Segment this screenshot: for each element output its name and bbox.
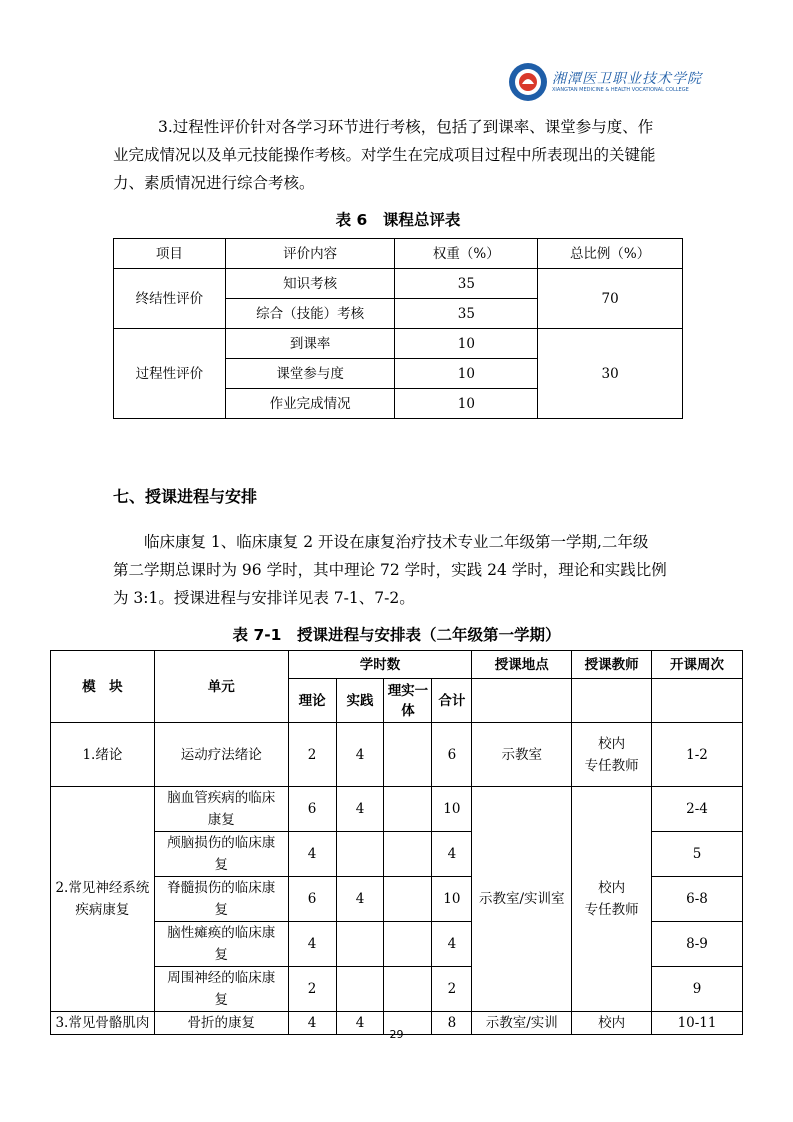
intro-line-1: 3.过程性评价针对各学习环节进行考核，包括了到课率、课堂参与度、作 — [158, 118, 654, 136]
teacher-cell — [572, 787, 652, 1012]
practice-cell: 4 — [336, 723, 384, 787]
weight-cell: 10 — [395, 329, 538, 359]
header-location: 授课地点 — [472, 651, 572, 679]
table-row — [114, 269, 683, 299]
intro-line-2: 业完成情况以及单元技能操作考核。对学生在完成项目过程中所表现出的关键能 — [113, 146, 656, 164]
section7-paragraph — [113, 528, 683, 612]
weight-cell: 10 — [395, 359, 538, 389]
practice-cell: 4 — [336, 877, 384, 922]
teacher-cell — [572, 723, 652, 787]
intro-paragraph — [113, 113, 683, 197]
content-cell: 到课率 — [225, 329, 395, 359]
location-cell: 示教室/实训 — [472, 1012, 572, 1035]
total-cell: 4 — [432, 922, 472, 967]
header-cell: 权重（%） — [395, 239, 538, 269]
header-weeks: 开课周次 — [652, 651, 743, 679]
integrated-cell — [384, 832, 432, 877]
unit-cell: 骨折的康复 — [154, 1012, 288, 1035]
group-name-cell: 过程性评价 — [114, 329, 226, 419]
theory-cell: 4 — [288, 922, 336, 967]
header-hours: 学时数 — [288, 651, 472, 679]
integrated-cell — [384, 922, 432, 967]
empty-cell — [652, 679, 743, 723]
integrated-cell — [384, 877, 432, 922]
content-cell: 作业完成情况 — [225, 389, 395, 419]
theory-cell: 2 — [288, 723, 336, 787]
location-cell: 示教室/实训室 — [472, 787, 572, 1012]
teacher-line-1: 校内 — [598, 735, 626, 752]
total-cell: 8 — [432, 1012, 472, 1035]
theory-cell: 4 — [288, 1012, 336, 1035]
weeks-cell: 1-2 — [652, 723, 743, 787]
weeks-cell: 9 — [652, 967, 743, 1012]
header-practice: 实践 — [336, 679, 384, 723]
total-cell: 10 — [432, 877, 472, 922]
teacher-cell: 校内 — [572, 1012, 652, 1035]
header-cell: 评价内容 — [225, 239, 395, 269]
section7-line-3: 为 3:1。授课进程与安排详见表 7-1、7-2。 — [113, 589, 415, 607]
college-emblem-icon — [508, 62, 548, 102]
unit-cell: 脑性瘫痪的临床康复 — [154, 922, 288, 967]
theory-cell: 2 — [288, 967, 336, 1012]
header-cell: 总比例（%） — [538, 239, 683, 269]
table-header-row — [114, 239, 683, 269]
theory-cell: 6 — [288, 877, 336, 922]
integrated-cell — [384, 967, 432, 1012]
table-header-row — [51, 651, 743, 679]
theory-cell: 4 — [288, 832, 336, 877]
practice-cell — [336, 832, 384, 877]
content-cell: 课堂参与度 — [225, 359, 395, 389]
weeks-cell: 5 — [652, 832, 743, 877]
empty-cell — [472, 679, 572, 723]
content-cell: 知识考核 — [225, 269, 395, 299]
unit-cell: 周围神经的临床康复 — [154, 967, 288, 1012]
integrated-cell — [384, 787, 432, 832]
weeks-cell: 2-4 — [652, 787, 743, 832]
total-cell: 6 — [432, 723, 472, 787]
section7-line-1: 临床康复 1、临床康复 2 开设在康复治疗技术专业二年级第一学期,二年级 — [144, 533, 649, 551]
practice-cell — [336, 967, 384, 1012]
college-name: 湘潭医卫职业技术学院 — [552, 71, 702, 87]
college-logo — [508, 62, 752, 102]
table-row — [114, 329, 683, 359]
integrated-cell — [384, 723, 432, 787]
unit-cell: 运动疗法绪论 — [154, 723, 288, 787]
unit-cell: 脑血管疾病的临床康复 — [154, 787, 288, 832]
table7-caption: 表 7-1 授课进程与安排表（二年级第一学期） — [232, 626, 561, 644]
teacher-line-2: 专任教师 — [584, 902, 639, 918]
weight-cell: 35 — [395, 269, 538, 299]
module-cell: 3.常见骨骼肌肉 — [51, 1012, 155, 1035]
location-cell: 示教室 — [472, 723, 572, 787]
total-cell: 4 — [432, 832, 472, 877]
teacher-line-1: 校内 — [598, 880, 626, 896]
table7-schedule — [50, 650, 743, 1035]
section7-line-2: 第二学期总课时为 96 学时，其中理论 72 学时，实践 24 学时，理论和实践比例 — [113, 561, 667, 579]
table-row — [51, 723, 743, 787]
intro-line-3: 力、素质情况进行综合考核。 — [113, 174, 315, 192]
page-number: 29 — [389, 1028, 404, 1041]
table-row — [51, 787, 743, 832]
unit-cell: 颅脑损伤的临床康复 — [154, 832, 288, 877]
header-unit: 单元 — [154, 651, 288, 723]
college-english-name: XIANGTAN MEDICINE & HEALTH VOCATIONAL COLLEGE — [552, 87, 689, 93]
total-cell: 30 — [538, 329, 683, 419]
module-cell: 2.常见神经系统疾病康复 — [51, 787, 155, 1012]
group-name-cell: 终结性评价 — [114, 269, 226, 329]
theory-cell: 6 — [288, 787, 336, 832]
weeks-cell: 8-9 — [652, 922, 743, 967]
practice-cell — [336, 922, 384, 967]
content-cell: 综合（技能）考核 — [225, 299, 395, 329]
practice-cell: 4 — [336, 787, 384, 832]
module-cell: 1.绪论 — [51, 723, 155, 787]
header-theory: 理论 — [288, 679, 336, 723]
header-module: 模 块 — [51, 651, 155, 723]
table6-caption: 表 6 课程总评表 — [335, 211, 461, 229]
empty-cell — [572, 679, 652, 723]
table6-course-evaluation — [113, 238, 683, 419]
weeks-cell: 6-8 — [652, 877, 743, 922]
total-cell: 70 — [538, 269, 683, 329]
section7-heading: 七、授课进程与安排 — [113, 487, 258, 506]
practice-cell: 4 — [336, 1012, 384, 1035]
header-teacher: 授课教师 — [572, 651, 652, 679]
teacher-line-2: 专任教师 — [584, 757, 639, 774]
header-cell: 项目 — [114, 239, 226, 269]
weeks-cell: 10-11 — [652, 1012, 743, 1035]
total-cell: 10 — [432, 787, 472, 832]
header-integrated: 理实一体 — [384, 679, 432, 723]
unit-cell: 脊髓损伤的临床康复 — [154, 877, 288, 922]
total-cell: 2 — [432, 967, 472, 1012]
weight-cell: 35 — [395, 299, 538, 329]
weight-cell: 10 — [395, 389, 538, 419]
header-total: 合计 — [432, 679, 472, 723]
